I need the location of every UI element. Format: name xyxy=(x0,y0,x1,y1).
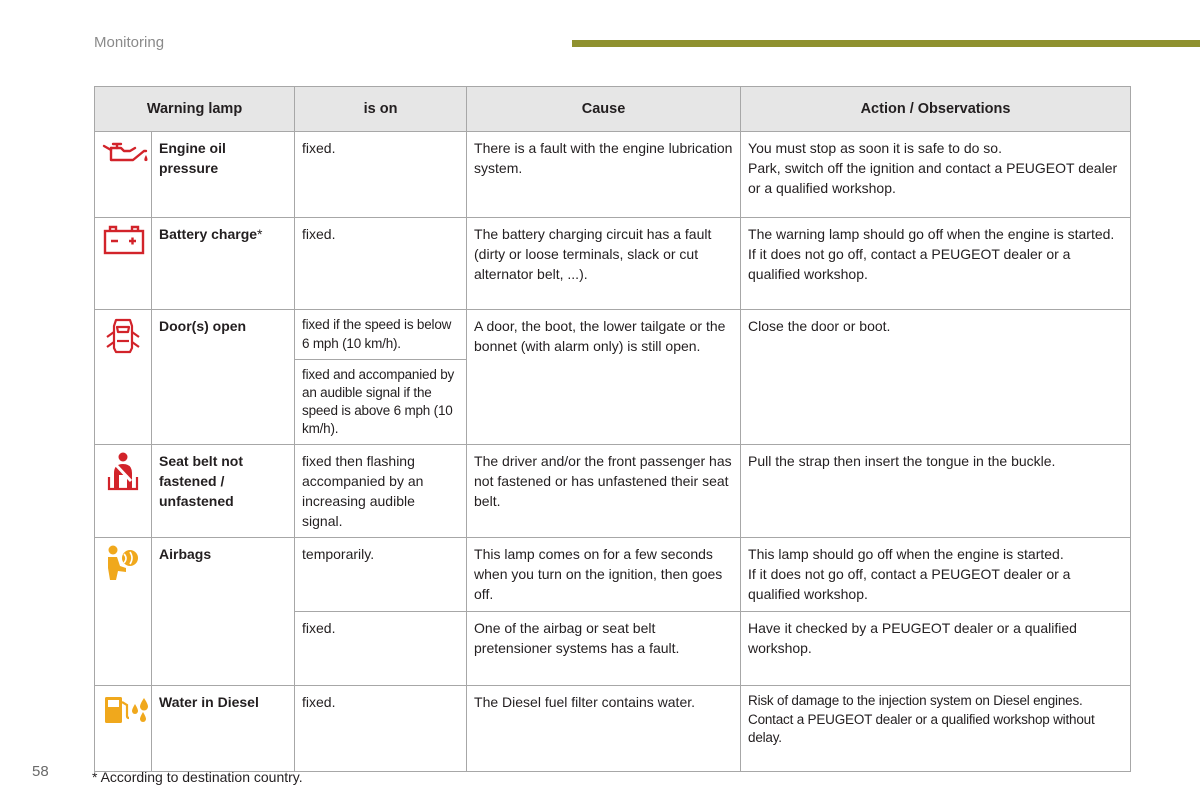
table-row xyxy=(95,538,1131,612)
table-header-row xyxy=(95,87,1131,132)
lamp-name-battery xyxy=(152,218,295,310)
cause-battery: The battery charging circuit has a fault (dirty or loose terminals, slack or cut alternator belt, ...). xyxy=(467,218,741,310)
is-on-doors-1: fixed if the speed is below 6 mph (10 km/h). xyxy=(295,310,467,360)
action-line: The warning lamp should go off when the engine is started. xyxy=(748,226,1115,242)
header-accent-bar xyxy=(572,40,1200,47)
column-header-warning-lamp: Warning lamp xyxy=(95,87,295,132)
table-row xyxy=(95,132,1131,218)
footnote-marker: * xyxy=(257,226,263,242)
action-line: Park, switch off the ignition and contact a PEUGEOT dealer or a qualified workshop. xyxy=(748,160,1118,196)
car-door-open-icon xyxy=(105,316,141,356)
cause-engine-oil: There is a fault with the engine lubrication system. xyxy=(467,132,741,218)
section-title: Monitoring xyxy=(94,34,165,51)
seat-belt-icon xyxy=(105,451,141,491)
battery-icon-cell xyxy=(95,218,152,310)
column-header-is-on: is on xyxy=(295,87,467,132)
oil-icon-cell xyxy=(95,132,152,218)
airbag-icon xyxy=(104,544,142,582)
table-row xyxy=(95,686,1131,772)
action-line: If it does not go off, contact a PEUGEOT dealer or a qualified workshop. xyxy=(748,566,1071,602)
action-airbags-1 xyxy=(741,538,1131,612)
is-on-airbags-2: fixed. xyxy=(295,612,467,686)
action-line: Contact a PEUGEOT dealer or a qualified workshop without delay. xyxy=(748,711,1095,745)
is-on-seatbelt: fixed then flashing accompanied by an increasing audible signal. xyxy=(295,445,467,538)
action-engine-oil xyxy=(741,132,1131,218)
action-battery xyxy=(741,218,1131,310)
lamp-name-seatbelt: Seat belt not fastened / unfastened xyxy=(152,445,295,538)
lamp-name-battery-text: Battery charge xyxy=(159,226,258,242)
action-line: This lamp should go off when the engine is started. xyxy=(748,546,1064,562)
action-airbags-2: Have it checked by a PEUGEOT dealer or a qualified workshop. xyxy=(741,612,1131,686)
action-seatbelt: Pull the strap then insert the tongue in the buckle. xyxy=(741,445,1131,538)
column-header-action: Action / Observations xyxy=(741,87,1131,132)
is-on-airbags-1: temporarily. xyxy=(295,538,467,612)
is-on-engine-oil: fixed. xyxy=(295,132,467,218)
water-in-fuel-icon xyxy=(102,692,152,726)
cause-airbags-1: This lamp comes on for a few seconds when you turn on the ignition, then goes off. xyxy=(467,538,741,612)
doors-icon-cell xyxy=(95,310,152,445)
battery-icon xyxy=(102,224,146,256)
water-icon-cell xyxy=(95,686,152,772)
footnote: * According to destination country. xyxy=(92,769,303,785)
seatbelt-icon-cell xyxy=(95,445,152,538)
cause-airbags-2: One of the airbag or seat belt pretensioner systems has a fault. xyxy=(467,612,741,686)
action-line: You must stop as soon it is safe to do so. xyxy=(748,140,1002,156)
cause-doors: A door, the boot, the lower tailgate or the bonnet (with alarm only) is still open. xyxy=(467,310,741,445)
is-on-doors-2: fixed and accompanied by an audible signal if the speed is above 6 mph (10 km/h). xyxy=(295,360,467,445)
page-number: 58 xyxy=(32,763,49,780)
lamp-name-airbags: Airbags xyxy=(152,538,295,686)
action-line: Risk of damage to the injection system on Diesel engines. xyxy=(748,693,1083,708)
action-water xyxy=(741,686,1131,772)
table-row xyxy=(95,218,1131,310)
lamp-name-water: Water in Diesel xyxy=(152,686,295,772)
action-line: If it does not go off, contact a PEUGEOT dealer or a qualified workshop. xyxy=(748,246,1071,282)
cause-water: The Diesel fuel filter contains water. xyxy=(467,686,741,772)
airbag-icon-cell xyxy=(95,538,152,686)
action-doors: Close the door or boot. xyxy=(741,310,1131,445)
is-on-water: fixed. xyxy=(295,686,467,772)
lamp-name-doors: Door(s) open xyxy=(152,310,295,445)
lamp-name-engine-oil: Engine oil pressure xyxy=(152,132,295,218)
oil-can-icon xyxy=(102,138,150,168)
table-row xyxy=(95,445,1131,538)
warning-lamps-table xyxy=(94,86,1131,772)
table-row xyxy=(95,310,1131,360)
is-on-battery: fixed. xyxy=(295,218,467,310)
column-header-cause: Cause xyxy=(467,87,741,132)
cause-seatbelt: The driver and/or the front passenger has not fastened or has unfastened their seat belt. xyxy=(467,445,741,538)
